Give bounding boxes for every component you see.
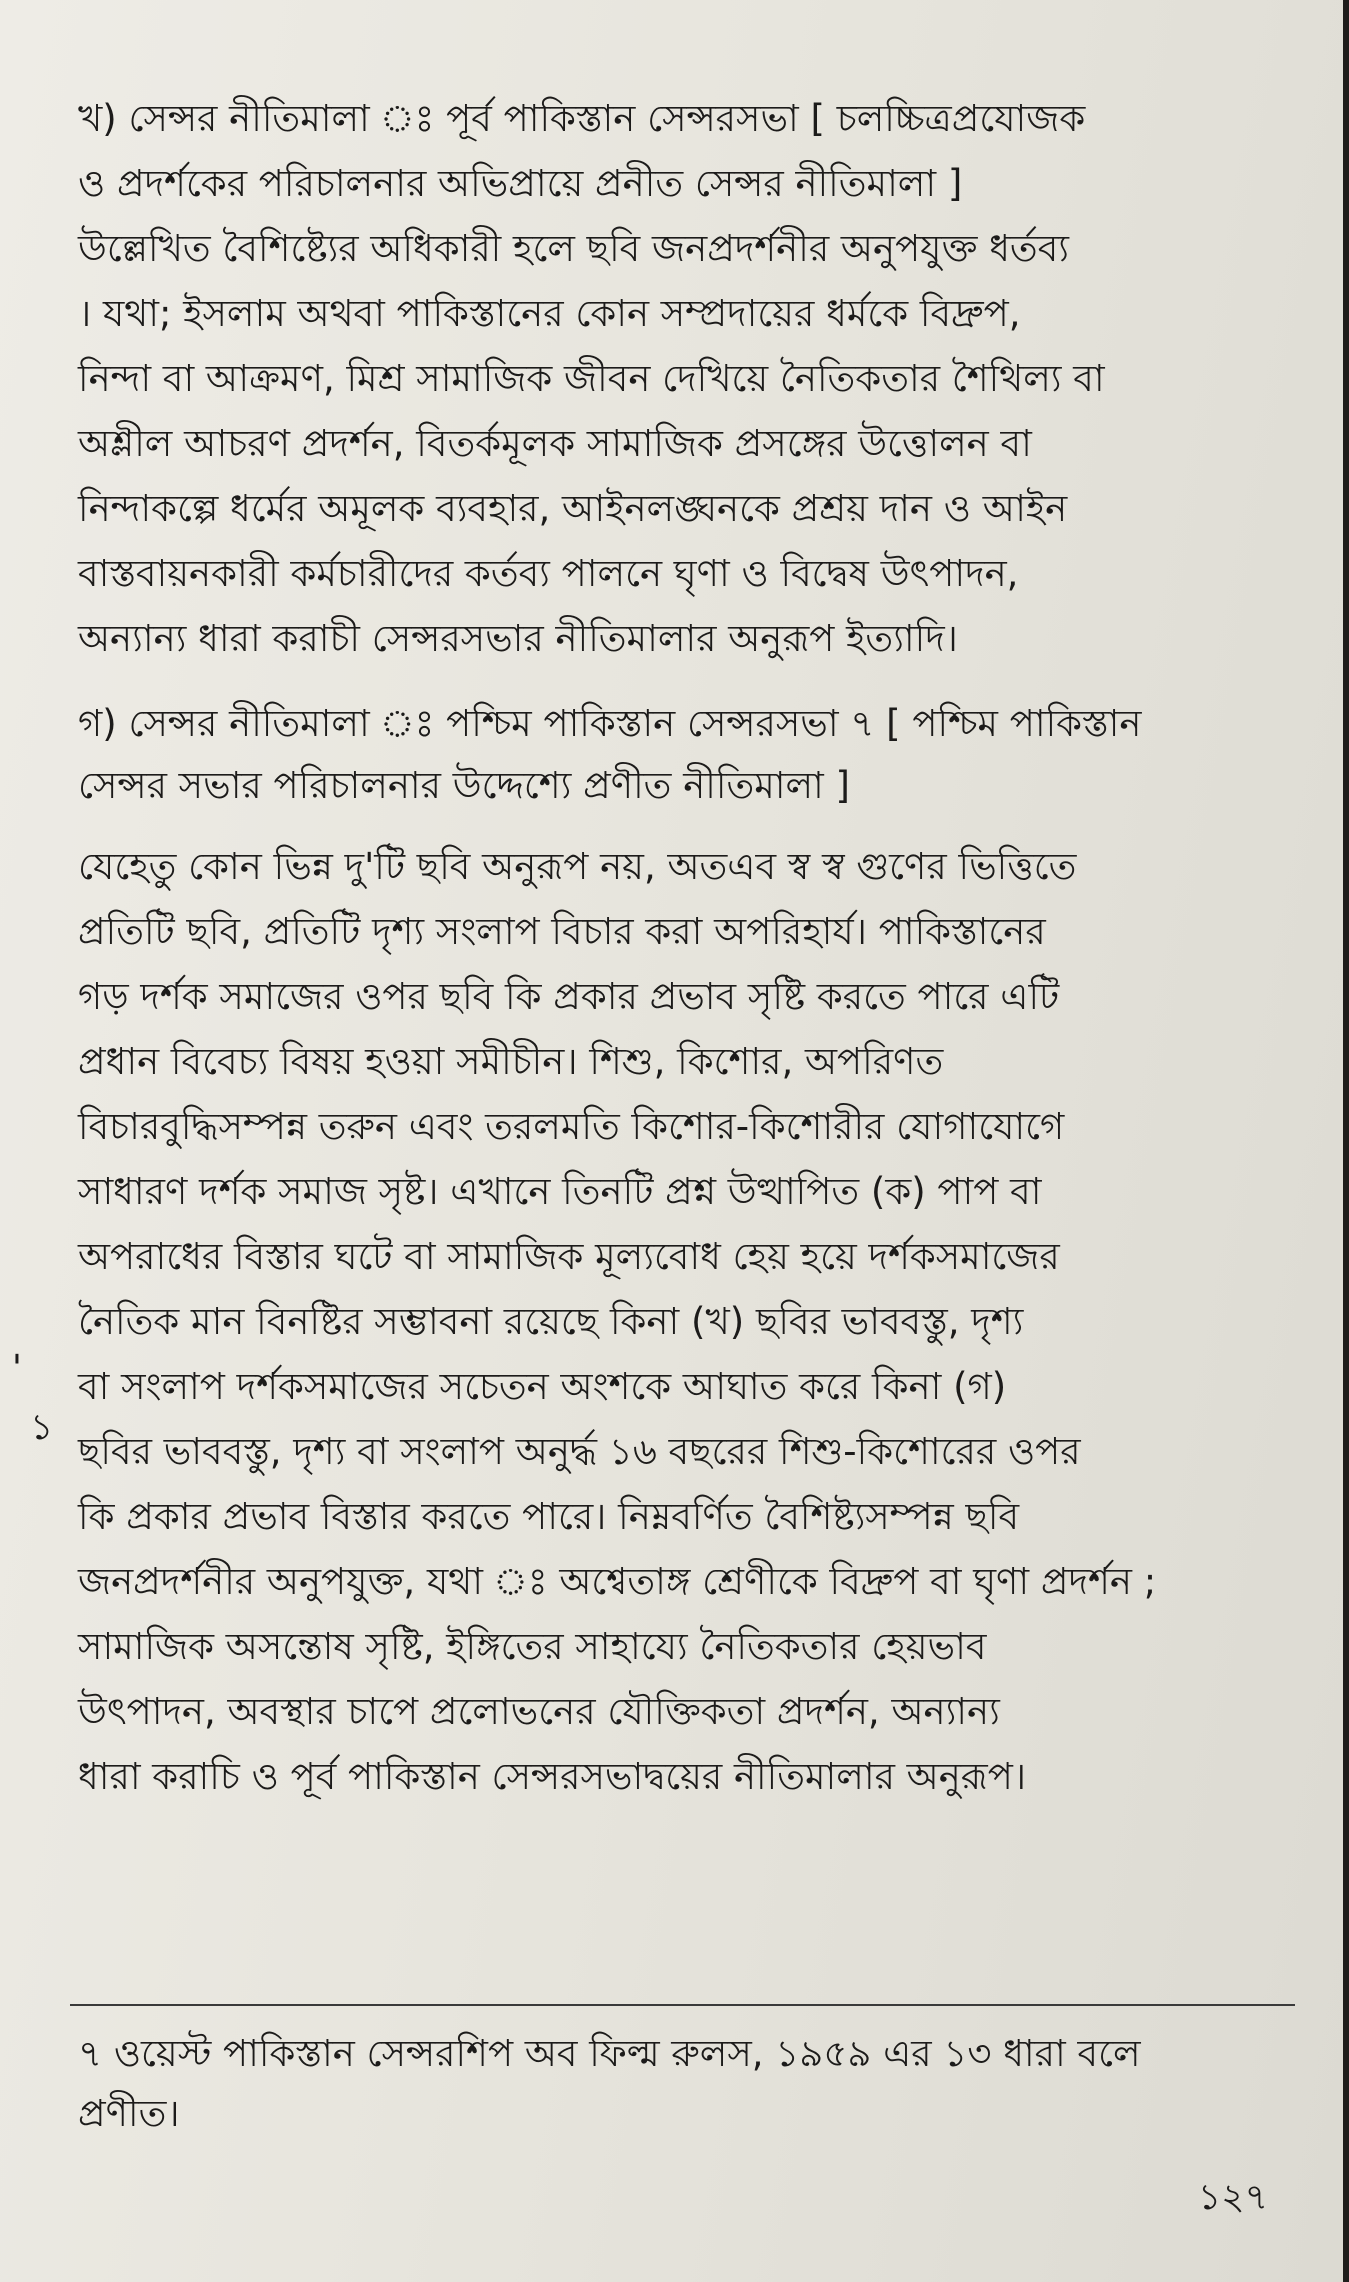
footnote-line: ৭ ওয়েস্ট পাকিস্তান সেন্সরশিপ অব ফিল্ম রুলস, ১৯৫৯ এর ১৩ ধারা বলে [78, 2032, 1141, 2075]
text-line: অন্যান্য ধারা করাচী সেন্সরসভার নীতিমালার অনুরূপ ইত্যাদি। [78, 617, 958, 660]
margin-note: ১ [30, 1407, 54, 1448]
text-line: প্রধান বিবেচ্য বিষয় হওয়া সমীচীন। শিশু, কিশোর, অপরিণত [78, 1040, 944, 1083]
text-line: সেন্সর সভার পরিচালনার উদ্দেশ্যে প্রণীত নীতিমালা ] [78, 764, 850, 807]
footnote-line: প্রণীত। [78, 2092, 180, 2135]
text-line: ও প্রদর্শকের পরিচালনার অভিপ্রায়ে প্রনীত সেন্সর নীতিমালা ] [78, 162, 963, 205]
text-line: নিন্দাকল্পে ধর্মের অমূলক ব্যবহার, আইনলঙ্ঘনকে প্রশ্রয় দান ও আইন [78, 487, 1068, 530]
text-line: অপরাধের বিস্তার ঘটে বা সামাজিক মূল্যবোধ হেয় হয়ে দর্শকসমাজের [78, 1235, 1060, 1278]
text-line: যেহেতু কোন ভিন্ন দু'টি ছবি অনুরূপ নয়, অতএব স্ব স্ব গুণের ভিত্তিতে [78, 845, 1077, 888]
text-line: বা সংলাপ দর্শকসমাজের সচেতন অংশকে আঘাত করে কিনা (গ) [78, 1365, 1007, 1408]
text-line: অশ্লীল আচরণ প্রদর্শন, বিতর্কমূলক সামাজিক প্রসঙ্গের উত্তোলন বা [78, 422, 1032, 465]
text-line: উল্লেখিত বৈশিষ্ট্যের অধিকারী হলে ছবি জনপ্রদর্শনীর অনুপযুক্ত ধর্তব্য [78, 227, 1070, 270]
text-line: গড় দর্শক সমাজের ওপর ছবি কি প্রকার প্রভাব সৃষ্টি করতে পারে এটি [78, 975, 1060, 1018]
text-line: বাস্তবায়নকারী কর্মচারীদের কর্তব্য পালনে ঘৃণা ও বিদ্বেষ উৎপাদন, [78, 552, 1019, 595]
text-line: সামাজিক অসন্তোষ সৃষ্টি, ইঙ্গিতের সাহায্যে নৈতিকতার হেয়ভাব [78, 1625, 987, 1668]
text-line: জনপ্রদর্শনীর অনুপযুক্ত, যথা ঃ অশ্বেতাঙ্গ শ্রেণীকে বিদ্রুপ বা ঘৃণা প্রদর্শন ; [78, 1560, 1157, 1603]
text-line: নৈতিক মান বিনষ্টির সম্ভাবনা রয়েছে কিনা (খ) ছবির ভাববস্তু, দৃশ্য [78, 1300, 1024, 1343]
text-line: খ) সেন্সর নীতিমালা ঃ পূর্ব পাকিস্তান সেন্সরসভা [ চলচ্চিত্রপ্রযোজক [78, 97, 1086, 140]
text-line: প্রতিটি ছবি, প্রতিটি দৃশ্য সংলাপ বিচার করা অপরিহার্য। পাকিস্তানের [78, 910, 1046, 953]
text-line: গ) সেন্সর নীতিমালা ঃ পশ্চিম পাকিস্তান সেন্সরসভা ৭ [ পশ্চিম পাকিস্তান [78, 702, 1142, 745]
text-line: । যথা; ইসলাম অথবা পাকিস্তানের কোন সম্প্রদায়ের ধর্মকে বিদ্রুপ, [78, 292, 1021, 335]
margin-tick: ' [12, 1348, 22, 1389]
text-line: নিন্দা বা আক্রমণ, মিশ্র সামাজিক জীবন দেখিয়ে নৈতিকতার শৈথিল্য বা [78, 357, 1105, 400]
text-line: সাধারণ দর্শক সমাজ সৃষ্ট। এখানে তিনটি প্রশ্ন উত্থাপিত (ক) পাপ বা [78, 1170, 1042, 1213]
text-line: ধারা করাচি ও পূর্ব পাকিস্তান সেন্সরসভাদ্বয়ের নীতিমালার অনুরূপ। [78, 1755, 1027, 1798]
footnote-divider [70, 2004, 1295, 2006]
text-line: বিচারবুদ্ধিসম্পন্ন তরুন এবং তরলমতি কিশোর-কিশোরীর যোগাযোগে [78, 1105, 1065, 1148]
text-line: কি প্রকার প্রভাব বিস্তার করতে পারে। নিম্নবর্ণিত বৈশিষ্ট্যসম্পন্ন ছবি [78, 1495, 1020, 1538]
text-line: ছবির ভাববস্তু, দৃশ্য বা সংলাপ অনুর্দ্ধ ১৬ বছরের শিশু-কিশোরের ওপর [78, 1430, 1081, 1473]
text-line: উৎপাদন, অবস্থার চাপে প্রলোভনের যৌক্তিকতা প্রদর্শন, অন্যান্য [78, 1690, 1000, 1733]
page-number: ১২৭ [1197, 2177, 1268, 2218]
